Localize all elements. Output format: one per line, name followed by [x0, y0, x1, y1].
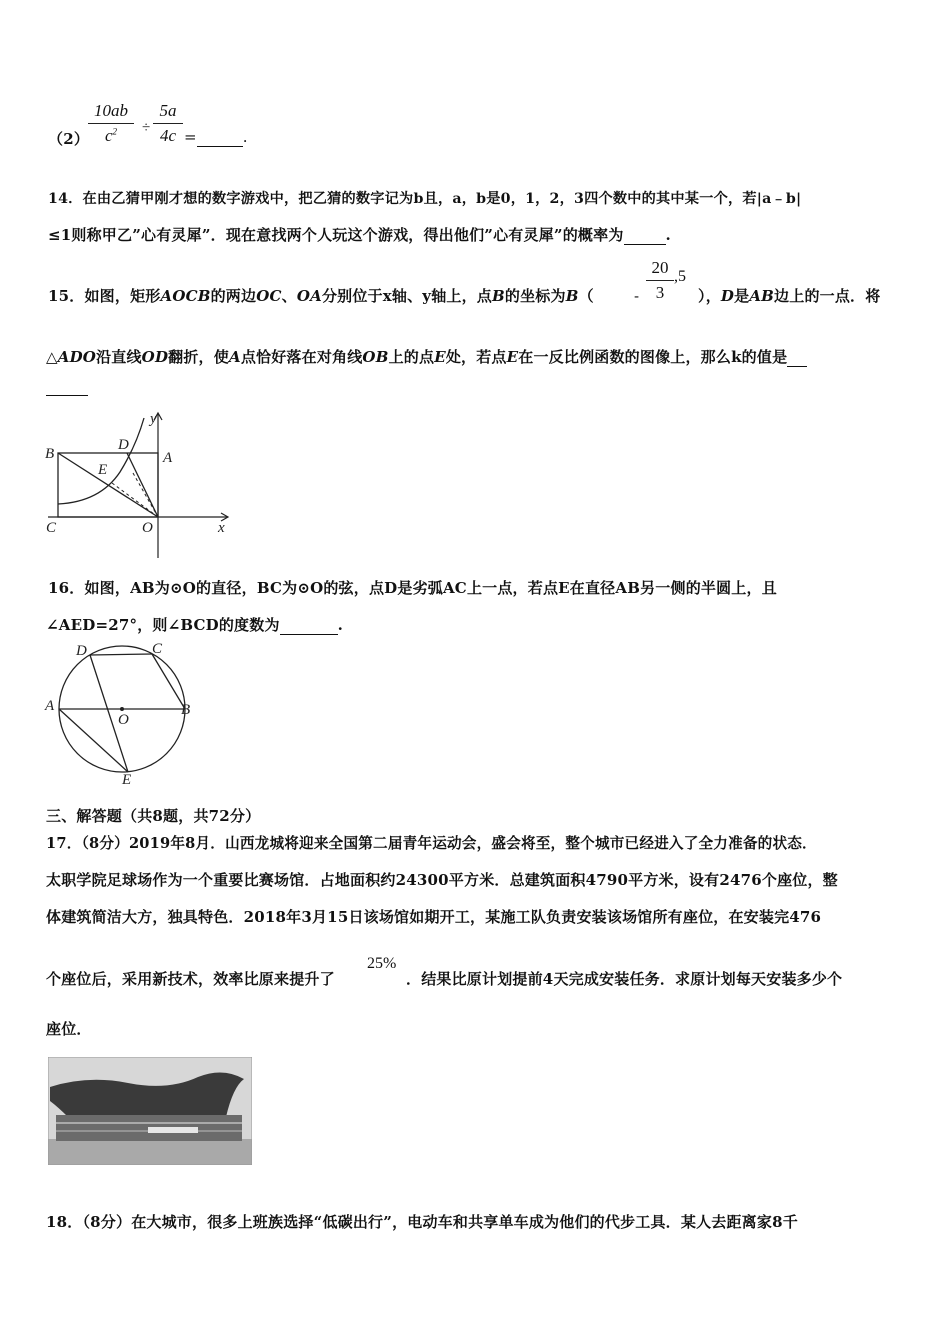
q15-label-y: y — [150, 411, 157, 427]
photo-ground — [48, 1139, 252, 1165]
q17-line4-b: ．结果比原计划提前4天完成安装任务．求原计划每天安装多少个 — [406, 970, 843, 988]
q13b-label: （2） — [48, 130, 90, 148]
q16-label-a: A — [45, 698, 55, 714]
q15-answer-blank-end[interactable] — [46, 395, 88, 396]
q15-coord-y: ,5 — [674, 268, 686, 285]
q14-line2: ≤1则称甲乙”心有灵犀”．现在意找两个人玩这个游戏，得出他们”心有灵犀”的概率为 . — [48, 226, 671, 244]
q15-frac-denominator: 3 — [655, 283, 665, 302]
q16-line1: 16．如图，AB为⊙O的直径，BC为⊙O的弦，点D是劣弧AC上一点，若点E在直径AB另一侧的半圆上，且 — [48, 579, 777, 597]
q15-dashed-ae — [112, 483, 158, 517]
q17-line4-a: 个座位后，采用新技术，效率比原来提升了 — [46, 970, 335, 988]
q15-line1-end: ），D是AB边上的一点．将 — [698, 287, 881, 305]
q13b-answer-blank[interactable] — [197, 128, 243, 147]
q16-chord-dc — [90, 654, 152, 655]
q15-line2: △ADO沿直线OD翻折，使A点恰好落在对角线OB上的点E处，若点E在一反比例函数的图像上，那么k的值是 — [46, 346, 807, 367]
q15-line1: 15．如图，矩形AOCB的两边OC、OA分别位于x轴、y轴上，点B的坐标为B（ — [48, 287, 594, 305]
q13b-frac1-denominator: $c^2$ — [104, 126, 118, 145]
q13b-fraction-1 — [88, 101, 134, 146]
photo-banner — [148, 1127, 198, 1133]
stadium-photo — [48, 1057, 252, 1165]
q13b-answer: = . — [184, 128, 248, 146]
q15-label-o: O — [142, 520, 153, 536]
q17-line5: 座位． — [46, 1020, 92, 1038]
q15-label-c: C — [46, 520, 57, 536]
q15-answer-blank-start[interactable] — [787, 348, 807, 367]
q13b-divide-sign: ÷ — [142, 120, 151, 136]
q15-neg-sign: - — [634, 287, 640, 305]
q15-label-a: A — [163, 450, 173, 466]
q15-label-e: E — [98, 462, 108, 478]
q14-answer-blank[interactable] — [624, 226, 666, 245]
q13b-frac2-denominator: 4c — [159, 126, 177, 145]
q16-label-b: B — [181, 702, 191, 718]
q16-label-c: C — [152, 641, 163, 657]
q15-dashed-de — [133, 473, 158, 517]
q15-figure — [40, 410, 235, 560]
q13b-frac2-numerator: 5a — [159, 101, 177, 120]
q17-percent: 25% — [367, 955, 397, 972]
section3-title: 三、解答题（共8题，共72分） — [46, 807, 261, 825]
q14-line1: 14．在由乙猜甲刚才想的数字游戏中，把乙猜的数字记为b且，a，b是0，1，2，3四个数中的其中某一个，若|a﹣b| — [48, 191, 802, 207]
q15-label-b: B — [45, 446, 55, 462]
q16-label-d: D — [76, 643, 87, 659]
q17-line1: 17．（8分）2019年8月．山西龙城将迎来全国第二届青年运动会，盛会将至，整个城市已经进入了全力准备的状态． — [46, 835, 817, 852]
q17-line3: 体建筑简洁大方，独具特色．2018年3月15日该场馆如期开工，某施工队负责安装该场馆所有座位，在安装完476 — [46, 908, 822, 926]
q16-figure — [40, 640, 210, 788]
q13b-fraction-2 — [153, 101, 183, 146]
q15-frac-numerator: 20 — [651, 258, 669, 277]
q13b-frac1-numerator: 10ab — [94, 101, 128, 120]
q15-label-x: x — [218, 520, 225, 536]
q16-chord-bc — [152, 654, 185, 709]
q16-label-e: E — [122, 772, 132, 788]
q16-answer-blank[interactable] — [280, 616, 338, 635]
q15-label-d: D — [118, 437, 129, 453]
q18-line1: 18．（8分）在大城市，很多上班族选择“低碳出行”，电动车和共享单车成为他们的代步工具．某人去距离家8千 — [46, 1213, 798, 1231]
q16-line2: ∠AED=27°，则∠BCD的度数为 . — [46, 616, 344, 634]
q17-line2: 太职学院足球场作为一个重要比赛场馆．占地面积约24300平方米．总建筑面积4790平方米，设有2476个座位，整 — [46, 871, 838, 889]
q16-center-point — [120, 707, 124, 711]
q16-label-o: O — [118, 712, 129, 728]
q15-fraction — [646, 258, 674, 303]
